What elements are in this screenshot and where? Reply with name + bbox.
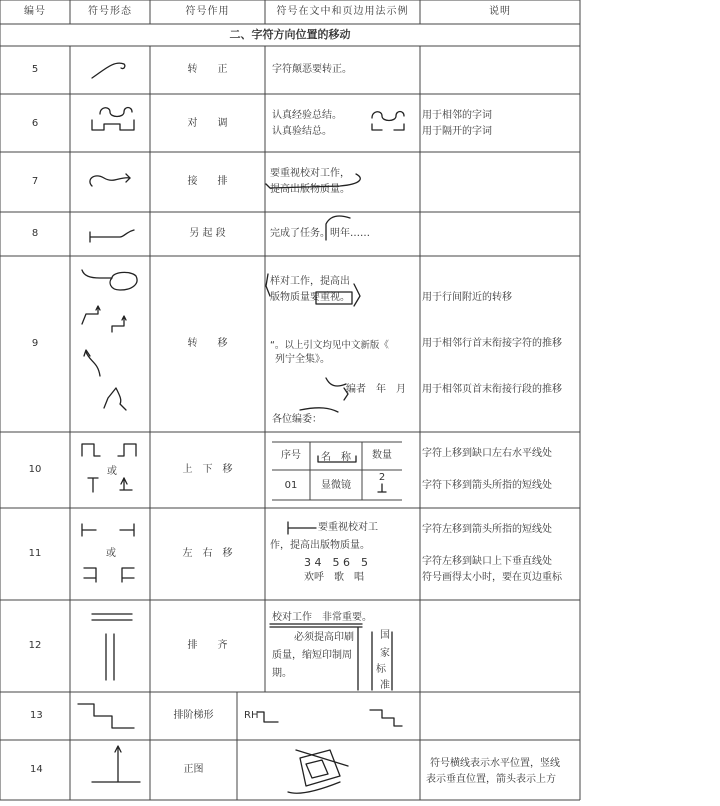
row-9-example-5: 编者 年 月 xyxy=(346,384,406,395)
header-use: 符号作用 xyxy=(185,6,230,17)
row-11-note-3: 符号画得太小时，要在页边重标 xyxy=(422,572,562,583)
row-9-no: 9 xyxy=(31,338,39,349)
header-example: 符号在文中和页边用法示例 xyxy=(276,6,409,17)
row-10-table-cell-2: 显微镜 xyxy=(321,480,351,491)
row-6-use: 对 调 xyxy=(187,118,228,129)
row-11-example-3: 3 4 5 6 5 xyxy=(304,556,368,569)
row-5-use: 转 正 xyxy=(187,64,228,75)
row-9-example-1: 样对工作，提高出 xyxy=(270,276,350,287)
row-12-example-4: 期。 xyxy=(272,668,292,679)
row-5-no: 5 xyxy=(31,64,39,75)
row-10-note-2: 字符下移到箭头所指的短线处 xyxy=(422,480,552,491)
header-no: 编号 xyxy=(24,6,46,17)
row-9-use: 转 移 xyxy=(187,338,228,349)
row-12-vertical-1: 国 xyxy=(380,630,390,641)
row-12-vertical-2: 家 xyxy=(380,648,390,659)
row-14-note-1: 符号横线表示水平位置，竖线 xyxy=(430,758,560,769)
row-9-note-2: 用于相邻行首末衔接字符的推移 xyxy=(422,338,562,349)
row-11-note-2: 字符左移到缺口上下垂直线处 xyxy=(422,556,552,567)
row-11-or: 或 xyxy=(106,548,116,559)
row-12-use: 排 齐 xyxy=(187,640,228,651)
row-5-example: 字符颠恶要转正。 xyxy=(272,64,352,75)
row-10-table-head-1: 序号 xyxy=(281,450,301,461)
tilted-device-icon xyxy=(0,0,300,150)
row-10-note-1: 字符上移到缺口左右水平线处 xyxy=(422,448,552,459)
row-12-vertical-4: 准 xyxy=(380,680,390,691)
header-shape: 符号形态 xyxy=(88,6,132,17)
row-6-note-2: 用于隔开的字词 xyxy=(422,126,492,137)
row-9-note-3: 用于相邻页首末衔接行段的推移 xyxy=(422,384,562,395)
row-6-note-1: 用于相邻的字词 xyxy=(422,110,492,121)
row-9-example-4: 列宁全集》。 xyxy=(275,354,330,365)
row-8-example: 完成了任务。明年…… xyxy=(270,228,370,239)
row-9-example-6: 各位编委： xyxy=(272,414,322,425)
row-11-note-1: 字符左移到箭头所指的短线处 xyxy=(422,524,552,535)
row-13-example: RH xyxy=(244,710,259,721)
row-10-table-cell-3: 2 xyxy=(378,472,386,483)
row-7-no: 7 xyxy=(31,176,39,187)
row-10-or: 或 xyxy=(107,466,117,477)
row-7-example-2: 提高出版物质量。 xyxy=(270,184,350,195)
row-6-example-2: 认真验结总。 xyxy=(272,126,332,137)
row-9-example-2: 版物质量要重视。 xyxy=(270,292,350,303)
row-10-table-head-2: 名 称 xyxy=(321,452,351,463)
header-note: 说明 xyxy=(489,6,511,17)
row-12-vertical-3: 标 xyxy=(376,664,386,675)
row-14-note-2: 表示垂直位置，箭头表示上方 xyxy=(426,774,556,785)
row-10-no: 10 xyxy=(28,464,42,475)
row-10-table-cell-1: 01 xyxy=(284,480,298,491)
row-10-use: 上 下 移 xyxy=(182,464,233,475)
row-11-example-4: 欢呼 歌 唱 xyxy=(304,572,364,583)
row-13-no: 13 xyxy=(30,710,43,721)
row-14-use: 正图 xyxy=(183,764,204,775)
row-6-no: 6 xyxy=(31,118,39,129)
row-9-example-3: “。以上引文均见中文新版《 xyxy=(270,340,389,351)
row-7-use: 接 排 xyxy=(187,176,228,187)
row-11-example-2: 作，提高出版物质量。 xyxy=(270,540,370,551)
row-14-no: 14 xyxy=(30,764,43,775)
row-11-use: 左 右 移 xyxy=(182,548,233,559)
row-11-example-1: 要重视校对工 xyxy=(318,522,378,533)
section-title: 二、字符方向位置的移动 xyxy=(229,28,351,41)
row-7-example-1: 要重视校对工作， xyxy=(270,168,350,179)
row-10-table-head-3: 数量 xyxy=(372,450,392,461)
row-12-example-2: 必须提高印刷 xyxy=(294,632,354,643)
row-8-use: 另 起 段 xyxy=(189,228,226,239)
row-12-example-3: 质量，缩短印制周 xyxy=(272,650,352,661)
row-11-no: 11 xyxy=(28,548,42,559)
row-12-no: 12 xyxy=(28,640,42,651)
row-8-no: 8 xyxy=(31,228,39,239)
row-12-example-1: 校对工作 非常重要。 xyxy=(272,612,372,623)
row-13-use: 排阶梯形 xyxy=(173,710,214,721)
row-6-example-1: 认真经验总结。 xyxy=(272,110,342,121)
row-9-note-1: 用于行间附近的转移 xyxy=(422,292,512,303)
